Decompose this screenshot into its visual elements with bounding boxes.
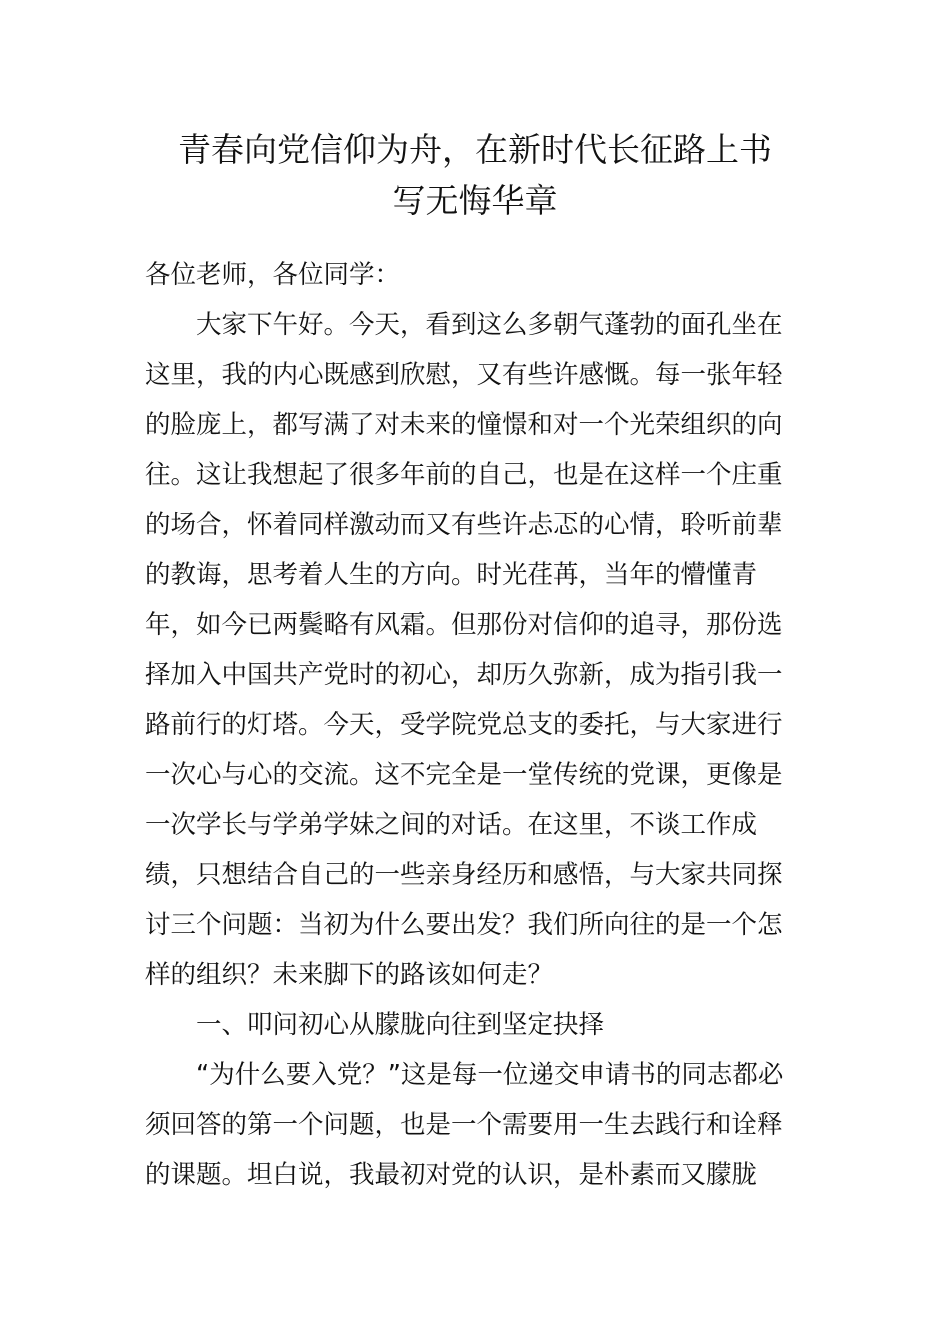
document-body bbox=[145, 250, 810, 1200]
paragraph-line: 往。这让我想起了很多年前的自己，也是在这样一个庄重 bbox=[145, 460, 783, 490]
paragraph-line: “为什么要入党？”这是每一位递交申请书的同志都必 bbox=[196, 1060, 784, 1090]
paragraph-line: 的课题。坦白说，我最初对党的认识，是朴素而又朦胧 bbox=[145, 1160, 758, 1190]
section-heading: 一、叩问初心从朦胧向往到坚定抉择 bbox=[196, 1010, 605, 1040]
paragraph-line: 年，如今已两鬓略有风霜。但那份对信仰的追寻，那份选 bbox=[145, 610, 783, 640]
paragraph-line: 这里，我的内心既感到欣慰，又有些许感慨。每一张年轻 bbox=[145, 360, 783, 390]
title-line-2: 写无悔华章 bbox=[392, 181, 558, 220]
salutation: 各位老师，各位同学： bbox=[145, 260, 401, 290]
paragraph-line: 大家下午好。今天，看到这么多朝气蓬勃的面孔坐在 bbox=[196, 310, 783, 340]
paragraph-line: 的脸庞上，都写满了对未来的憧憬和对一个光荣组织的向 bbox=[145, 410, 783, 440]
paragraph-line: 的场合，怀着同样激动而又有些许忐忑的心情，聆听前辈 bbox=[145, 510, 783, 540]
paragraph-line: 的教诲，思考着人生的方向。时光荏苒，当年的懵懂青 bbox=[145, 560, 758, 590]
paragraph-1 bbox=[145, 300, 810, 1000]
paragraph-2 bbox=[145, 1050, 810, 1200]
paragraph-line: 择加入中国共产党时的初心，却历久弥新，成为指引我一 bbox=[145, 660, 783, 690]
title-line-1: 青春向党信仰为舟，在新时代长征路上书 bbox=[178, 130, 772, 169]
paragraph-line: 绩，只想结合自己的一些亲身经历和感悟，与大家共同探 bbox=[145, 860, 783, 890]
paragraph-line: 路前行的灯塔。今天，受学院党总支的委托，与大家进行 bbox=[145, 710, 783, 740]
document-title bbox=[140, 124, 810, 226]
paragraph-line: 一次学长与学弟学妹之间的对话。在这里，不谈工作成 bbox=[145, 810, 758, 840]
paragraph-line: 讨三个问题：当初为什么要出发？我们所向往的是一个怎 bbox=[145, 910, 783, 940]
paragraph-line: 样的组织？未来脚下的路该如何走？ bbox=[145, 960, 554, 990]
paragraph-line: 须回答的第一个问题，也是一个需要用一生去践行和诠释 bbox=[145, 1110, 783, 1140]
paragraph-line: 一次心与心的交流。这不完全是一堂传统的党课，更像是 bbox=[145, 760, 783, 790]
